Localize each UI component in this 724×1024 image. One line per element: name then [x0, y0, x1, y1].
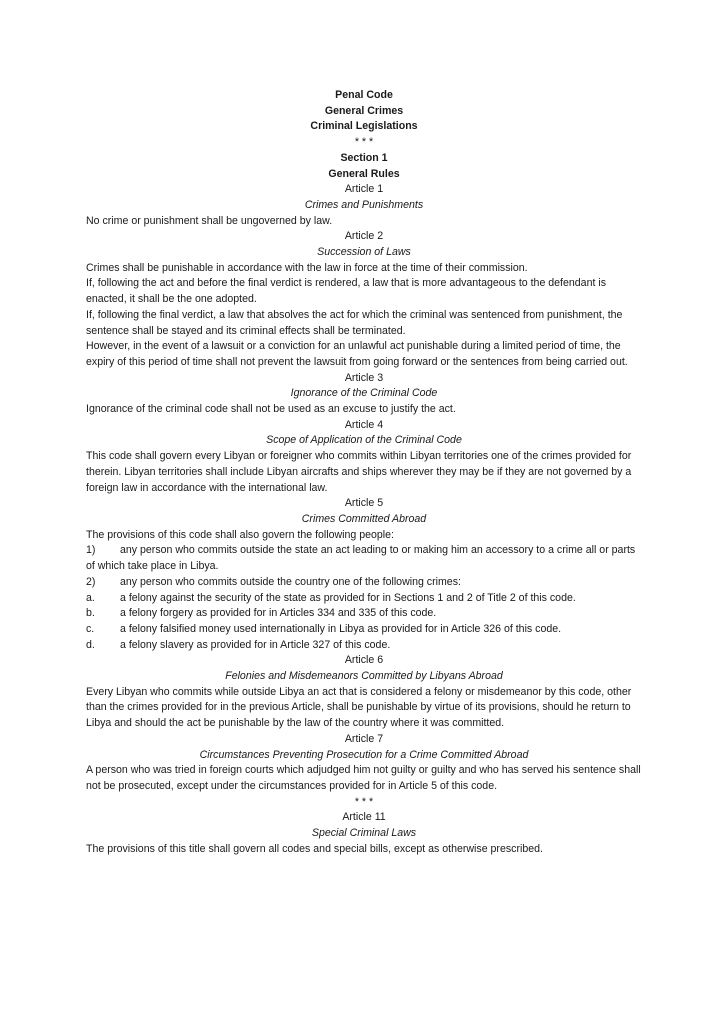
article-paragraph: A person who was tried in foreign courts which adjudged him not guilty or guilty and who has served his sentence shall not be prosecuted, except under the circumstances provided for in Article 5 of this code. [86, 764, 641, 792]
separator-stars: * * * [354, 795, 374, 808]
list-text: a felony slavery as provided for in Article 327 of this code. [120, 638, 391, 651]
separator-stars: * * * [354, 136, 374, 149]
list-text: a felony forgery as provided for in Articles 334 and 335 of this code. [120, 607, 437, 620]
list-text: a felony falsified money used internationally in Libya as provided for in Article 326 of this code. [120, 622, 562, 635]
article-paragraph: Crimes shall be punishable in accordance with the law in force at the time of their commission. [86, 261, 528, 274]
doc-subtitle-2: Criminal Legislations [310, 120, 418, 133]
article-heading: Felonies and Misdemeanors Committed by Libyans Abroad [225, 670, 503, 683]
article-paragraph: If, following the act and before the final verdict is rendered, a law that is more advantageous to the defendant is enacted, it shall be the one adopted. [86, 277, 606, 306]
article-heading: Crimes Committed Abroad [301, 512, 427, 525]
list-text: any person who commits outside the country one of the following crimes: [120, 575, 461, 588]
list-number: 2) [86, 575, 96, 588]
article-paragraph: However, in the event of a lawsuit or a conviction for an unlawful act punishable during a limited period of time, the expiry of this period of time shall not prevent the lawsuit from going forward or the sentences from being carried out. [86, 340, 628, 368]
article-paragraph: The provisions of this code shall also govern the following people: [86, 528, 394, 541]
list-item [86, 606, 642, 622]
article-label: Article 1 [344, 183, 384, 196]
list-letter: a. [86, 591, 95, 604]
list-item [86, 622, 642, 638]
article-paragraph: The provisions of this title shall govern all codes and special bills, except as otherwise prescribed. [86, 842, 543, 855]
article-paragraph: If, following the final verdict, a law that absolves the act for which the criminal was sentenced from punishment, the sentence shall be stayed and its criminal effects shall be terminated. [86, 308, 623, 337]
article-label: Article 2 [344, 230, 384, 243]
document-page [86, 88, 642, 857]
article-label: Article 7 [344, 732, 384, 745]
article-heading: Crimes and Punishments [304, 198, 424, 211]
list-item [86, 543, 642, 574]
article-label: Article 3 [344, 371, 384, 384]
article-paragraph: This code shall govern every Libyan or foreigner who commits within Libyan territories one of the crimes provided for therein. Libyan territories shall include Libyan aircrafts and ships wherever they may be if they are not governed by a foreign law in accordance with the international law. [86, 450, 632, 494]
list-letter: d. [86, 638, 95, 651]
section-title: Section 1 [340, 151, 388, 164]
article-label: Article 5 [344, 497, 384, 510]
article-heading: Scope of Application of the Criminal Code [266, 434, 462, 447]
article-label: Article 4 [344, 418, 384, 431]
article-label: Article 11 [342, 811, 386, 824]
list-letter: b. [86, 607, 95, 620]
article-heading: Circumstances Preventing Prosecution for a Crime Committed Abroad [199, 748, 529, 761]
article-paragraph: Ignorance of the criminal code shall not be used as an excuse to justify the act. [86, 403, 456, 416]
article-heading: Succession of Laws [317, 246, 411, 259]
list-text: any person who commits outside the state an act leading to or making him an accessory to a crime all or parts of which take place in Libya. [86, 544, 636, 573]
doc-subtitle: General Crimes [324, 104, 404, 117]
list-item [86, 575, 642, 591]
list-text: a felony against the security of the state as provided for in Sections 1 and 2 of Title 2 of this code. [120, 591, 576, 604]
article-heading: Special Criminal Laws [311, 827, 417, 840]
list-item [86, 591, 642, 607]
doc-title: Penal Code [335, 89, 393, 101]
section-subtitle: General Rules [328, 167, 400, 180]
list-number: 1) [86, 544, 96, 557]
article-paragraph: No crime or punishment shall be ungoverned by law. [86, 214, 333, 227]
article-heading: Ignorance of the Criminal Code [290, 387, 438, 400]
list-item [86, 638, 642, 654]
article-label: Article 6 [344, 654, 384, 667]
article-paragraph: Every Libyan who commits while outside Libya an act that is considered a felony or misdemeanor by this code, other than the crimes provided for in the previous Article, shall be punishable by virtue of its provisions, should he return to Libya and should the act be punishable by the law of the country where it was committed. [86, 685, 632, 730]
list-letter: c. [86, 622, 95, 635]
